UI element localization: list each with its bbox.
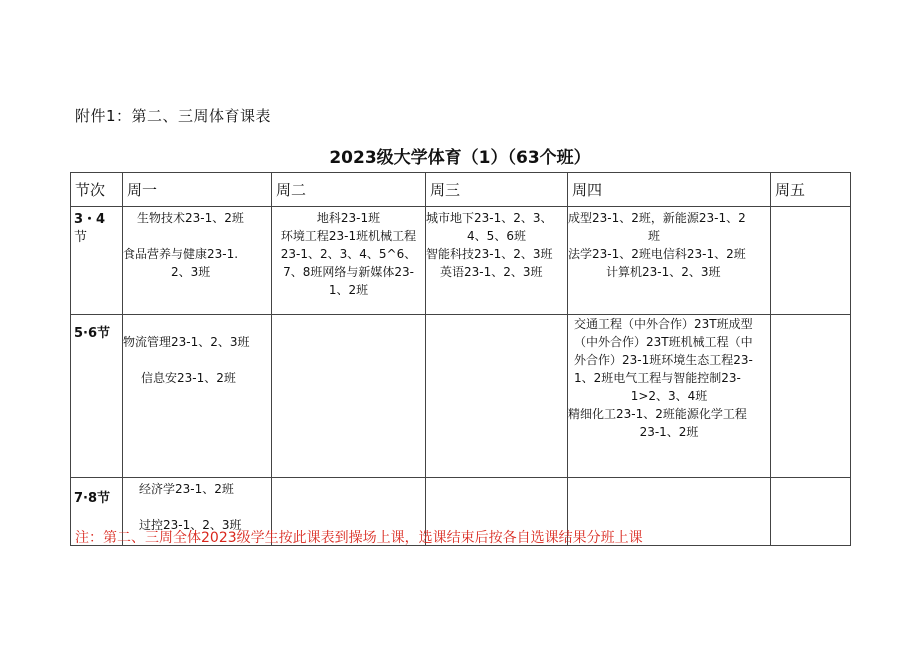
wednesday-cell: 城市地下23-1、2、3、 4、5、6班 智能科技23-1、2、3班 英语23-1、2、3班	[426, 207, 568, 315]
thursday-cell: 成型23-1、2班，新能源23-1、2 班 法学23-1、2班电信科23-1、2班 计算机23-1、2、3班	[568, 207, 771, 315]
header-friday: 周五	[771, 173, 851, 207]
friday-cell	[771, 315, 851, 478]
friday-cell	[771, 478, 851, 546]
slot-cell: 7·8节	[71, 478, 123, 546]
tuesday-cell: 地科23-1班 环境工程23-1班机械工程 23-1、2、3、4、5^6、 7、8班网络与新媒体23- 1、2班	[272, 207, 426, 315]
header-monday: 周一	[123, 173, 272, 207]
slot-cell: 5·6节	[71, 315, 123, 478]
header-wednesday: 周三	[426, 173, 568, 207]
monday-cell: 经济学23-1、2班 过控23-1、2、3班	[123, 478, 272, 546]
header-tuesday: 周二	[272, 173, 426, 207]
wednesday-cell	[426, 315, 568, 478]
monday-cell: 生物技术23-1、2班 食品营养与健康23-1. 2、3班	[123, 207, 272, 315]
footnote: 注：第二、三周全体2023级学生按此课表到操场上课，选课结束后按各自选课结果分班上课	[75, 530, 643, 546]
table-row	[71, 207, 851, 315]
table-header-row	[71, 173, 851, 207]
attachment-heading: 附件1：第二、三周体育课表	[75, 107, 272, 125]
monday-cell: 物流管理23-1、2、3班 信息安23-1、2班	[123, 315, 272, 478]
friday-cell	[771, 207, 851, 315]
header-thursday: 周四	[568, 173, 771, 207]
thursday-cell: 交通工程（中外合作）23T班成型 （中外合作）23T班机械工程（中 外合作）23-1班环境生态工程23- 1、2班电气工程与智能控制23- 1>2、3、4班 精细化工23-1、2班能源化学工程 23-1、2班	[568, 315, 771, 478]
schedule-table	[70, 172, 851, 546]
table-row	[71, 315, 851, 478]
schedule-title: 2023级大学体育（1）（63个班）	[329, 148, 591, 168]
header-slot: 节次	[71, 173, 123, 207]
slot-cell: 3・4 节	[71, 207, 123, 315]
tuesday-cell	[272, 315, 426, 478]
